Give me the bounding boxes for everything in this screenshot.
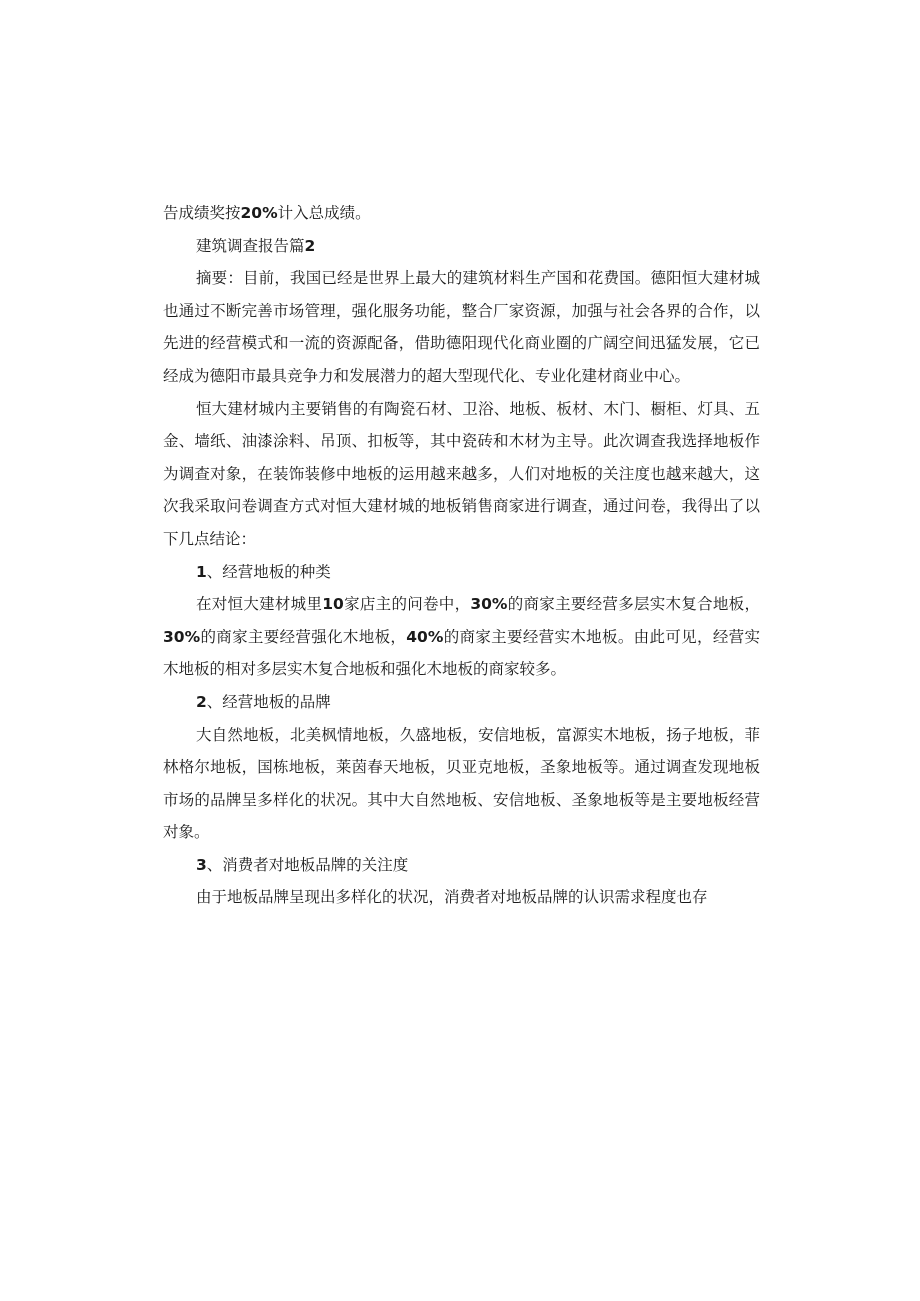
section-title-text: 建筑调查报告篇 (196, 236, 305, 255)
paragraph-1-text: 的商家主要经营强化木地板， (200, 627, 407, 646)
heading-3-text: 、消费者对地板品牌的关注度 (206, 855, 409, 874)
paragraph-1-text: 的商家主要经营实木地板。由此可见，经营实木地板的相对多层实木复合地板和强化木地板的商家较多。 (163, 627, 760, 679)
paragraph-1-text: 的商家主要经营多层实木复合地板， (507, 595, 760, 614)
abstract-paragraph: 摘要：目前，我国已经是世界上最大的建筑材料生产国和花费国。德阳恒大建材城也通过不断完善市场管理，强化服务功能，整合厂家资源，加强与社会各界的合作，以先进的经营模式和一流的资源配备，借助德阳现代化商业圈的广阔空间迅猛发展，它已经成为德阳市最具竞争力和发展潜力的超大型现代化、专业化建材商业中心。 (163, 269, 760, 385)
paragraph-1-number: 10 (322, 595, 344, 614)
paragraph-1-percent: 30% (470, 595, 508, 614)
heading-3-number: 3 (196, 855, 207, 874)
heading-1-number: 1 (196, 562, 207, 581)
intro-line-percent: 20% (240, 204, 278, 222)
paragraph-2: 大自然地板，北美枫情地板，久盛地板，安信地板，富源实木地板，扬子地板，菲林格尔地板，国栋地板，莱茵春天地板，贝亚克地板，圣象地板等。通过调查发现地板市场的品牌呈多样化的状况。其中大自然地板、安信地板、圣象地板等是主要地板经营对象。 (163, 725, 760, 842)
paragraph-1-percent: 40% (406, 627, 444, 646)
heading-1 (163, 556, 760, 589)
intro-line (163, 197, 760, 230)
section-title (163, 230, 760, 263)
paragraph-3: 由于地板品牌呈现出多样化的状况，消费者对地板品牌的认识需求程度也存 (196, 888, 708, 907)
paragraph-1 (163, 588, 760, 686)
heading-2 (163, 686, 760, 719)
intro-line-text: 告成绩奖按 (163, 204, 241, 222)
paragraph-1-text: 家店主的问卷中， (343, 595, 471, 614)
section-title-number: 2 (304, 236, 316, 255)
heading-1-text: 、经营地板的种类 (206, 562, 331, 581)
heading-2-text: 、经营地板的品牌 (206, 692, 331, 711)
intro-paragraph: 恒大建材城内主要销售的有陶瓷石材、卫浴、地板、板材、木门、橱柜、灯具、五金、墙纸、油漆涂料、吊顶、扣板等，其中瓷砖和木材为主导。此次调查我选择地板作为调查对象，在装饰装修中地板的运用越来越多，人们对地板的关注度也越来越大，这次我采取问卷调查方式对恒大建材城的地板销售商家进行调查，通过问卷，我得出了以下几点结论： (163, 399, 760, 548)
intro-line-text-end: 计入总成绩。 (277, 204, 371, 222)
heading-2-number: 2 (196, 692, 207, 711)
heading-3 (163, 849, 760, 882)
paragraph-1-text: 在对恒大建材城里 (196, 595, 323, 614)
paragraph-1-percent: 30% (163, 627, 201, 646)
document-body (163, 197, 760, 914)
